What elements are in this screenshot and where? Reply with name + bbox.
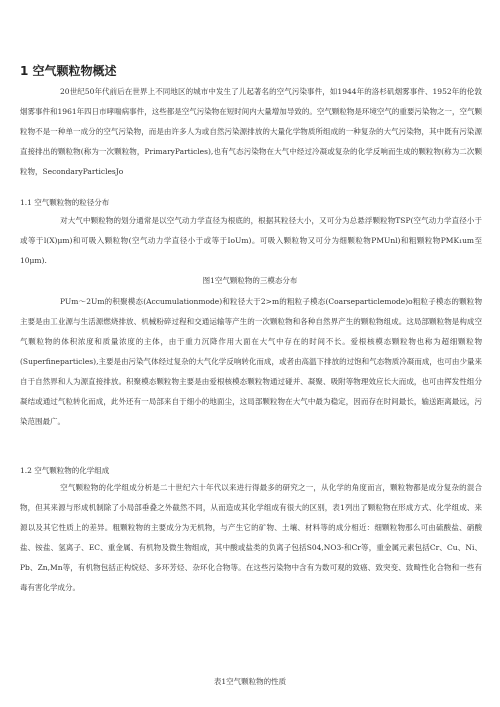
table-caption: 表1空气颗粒物的性质: [213, 677, 287, 686]
paragraph-chemical: 空气颗粒物的化学组成分析是二十世纪六十年代以来进行得最多的研究之一，从化学的角度而言，颗粒物都是成分复杂的混合物，但其来源与形成机制除了小局部垂叠之外截然不同，从而造成其化学组成有很大的区别，表1列出了颗粒物在形成方式、化学组成、来源以及其它性质上的差异。粗颗粒物的主要成分为无机物，与产生它的矿物、土壤、材料等的成分相近：细颗粒物那么可由硫酸盐、硝酸盐、铵盐、氢离子、EC、重金属、有机物及微生物组成，其中酸或盐类的负离子包括S04,NO3-和Cr等，重金属元素包括Cr、Cu、Ni、Pb、Zn,Mn等，有机物包括正构烷烃、多环芳烃、杂环化合物等。在这些污染物中含有为数可观的致癌、致突变、致畸性化合物和一些有毒有害化学成分。: [20, 483, 482, 592]
subsection-heading-chemical: 1.2 空气颗粒物的化学组成: [20, 466, 110, 475]
paragraph-modes: PUm～2Um的积聚模态(Accumulationmode)和粒径大于2>m的粗粒子模态(Coarseparticlemode)o粗粒子模态的颗粒物主要是由工业源与生活源燃烧排放、机械粉碎过程和交通运输等产生的一次颗粒物和各种自然界产生的颗粒物组成。这局部颗粒物是构成空气颗粒物的体积浓度和质量浓度的主体，由于重力沉降作用大面在大气中存在的时间不长。爱根核模态颗粒物也称为超细颗粒物(Superfineparticles),主要是由污染气体经过复杂的大气化学反响转化而成，或者由高温下排放的过饱和气态物质冷凝而成，也可由少量来自于自然界和人为源直接排放。积聚模态颗粒物主要是由爱根核模态颗粒物通过碰并、凝聚、吸附等物理效应长大而成，也可由挥发性组分凝结或通过气粒转化而成，此外还有一局部来自于细小的地面尘，这局部颗粒物在大气中最为稳定，因而存在时间最长，输送距离最远，污染范围最广。: [20, 297, 482, 426]
section-number: 1: [20, 64, 29, 78]
section-heading: [20, 62, 117, 79]
paragraph-intro: 20世纪50年代前后在世界上不同地区的城市中发生了儿起著名的空气污染事件，如1944年的洛杉矶烟雾事件、1952年的伦敦烟雾事件和1961年四日市哮喘病事件，这些都是空气污染物在短时间内大量增加导致的。空气颗粒物是环境空气的重要污染物之一，空气颗粒物不是一种单一成分的空气污染物，而是由许多人为或自然污染源排放的大量化学物质所组成的一种复杂的大气污染物，其中既有污染源直接排出的颗粒物(称为一次颗粒物，PrimaryParticles),也有气态污染物在大气中经过冷凝或复杂的化学反响而生成的颗粒物(称为二次颗粒物，SecondaryParticlesJo: [20, 87, 482, 176]
paragraph-particle-size: 对大气中颗粒物的划分通常是以空气动力学直径为根底的，根据其粒径大小，又可分为总悬浮颗粒物TSP(空气动力学直径小于或等于l(X)μm)和可吸入颗粒物(空气动力学直径小于或等于IoUm)。可吸入颗粒物又可分为细颗粒物PMUnl)和粗颗粒物PMK₁um至10μm).: [20, 216, 482, 265]
section-title-text: 空气颗粒物概述: [32, 64, 117, 78]
subsection-heading-particle-size: 1.1 空气颗粒物的粒径分布: [20, 198, 110, 207]
figure-caption: 图1空气颗粒物的三模态分布: [202, 276, 298, 285]
